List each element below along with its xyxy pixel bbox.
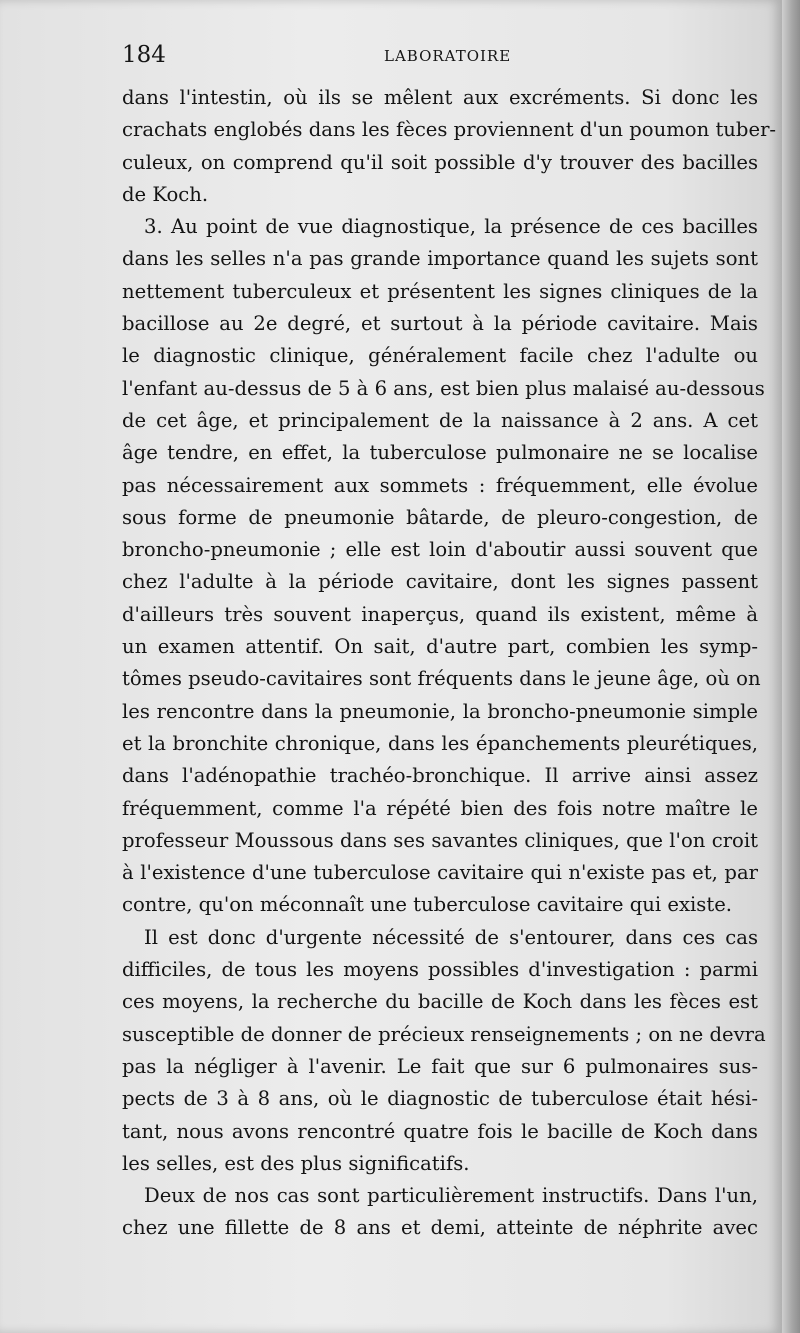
running-title: LABORATOIRE — [384, 47, 512, 65]
text-line: les rencontre dans la pneumonie, la broncho-pneumonie simple — [122, 699, 758, 723]
text-line: chez une fillette de 8 ans et demi, atteinte de néphrite avec — [122, 1216, 758, 1240]
text-line: Il est donc d'urgente nécessité de s'entourer, dans ces cas — [144, 925, 758, 949]
text-line: sous forme de pneumonie bâtarde, de pleuro-congestion, de — [122, 505, 758, 529]
text-line: culeux, on comprend qu'il soit possible d'y trouver des bacilles — [122, 150, 758, 174]
paragraph-3 — [122, 922, 766, 1180]
text-line: contre, qu'on méconnaît une tuberculose cavitaire qui existe. — [122, 893, 733, 917]
text-line: tant, nous avons rencontré quatre fois le bacille de Koch dans — [122, 1119, 758, 1143]
text-line: nettement tuberculeux et présentent les signes cliniques de la — [122, 279, 758, 303]
text-line: difficiles, de tous les moyens possibles d'investigation : parmi — [122, 958, 758, 982]
paragraph-1 — [122, 82, 777, 211]
text-line: pas nécessairement aux sommets : fréquemment, elle évolue — [122, 473, 758, 497]
text-line: le diagnostic clinique, généralement facile chez l'adulte ou — [122, 344, 758, 368]
text-line: l'enfant au-dessus de 5 à 6 ans, est bien plus malaisé au-dessous — [122, 376, 765, 400]
text-line: dans l'adénopathie trachéo-bronchique. Il arrive ainsi assez — [122, 764, 758, 788]
text-line: dans les selles n'a pas grande importance quand les sujets sont — [122, 247, 758, 271]
text-line: à l'existence d'une tuberculose cavitaire qui n'existe pas et, par — [122, 861, 758, 885]
text-line: pects de 3 à 8 ans, où le diagnostic de tuberculose était hési- — [122, 1087, 758, 1111]
text-line: 3. Au point de vue diagnostique, la présence de ces bacilles — [144, 215, 758, 239]
text-line: crachats englobés dans les fèces proviennent d'un poumon tuber- — [122, 118, 777, 142]
body-text — [122, 82, 777, 1245]
text-line: ces moyens, la recherche du bacille de Koch dans les fèces est — [122, 990, 758, 1014]
page-header — [122, 40, 742, 74]
text-line: tômes pseudo-cavitaires sont fréquents dans le jeune âge, où on — [122, 667, 761, 691]
text-line: de cet âge, et principalement de la naissance à 2 ans. A cet — [122, 408, 758, 432]
text-line: fréquemment, comme l'a répété bien des fois notre maître le — [122, 796, 758, 820]
text-line: susceptible de donner de précieux renseignements ; on ne devra — [122, 1022, 766, 1046]
page-edge-shadow — [782, 0, 800, 1333]
text-line: pas la négliger à l'avenir. Le fait que sur 6 pulmonaires sus- — [122, 1054, 758, 1078]
text-line: chez l'adulte à la période cavitaire, dont les signes passent — [122, 570, 758, 594]
text-line: un examen attentif. On sait, d'autre part, combien les symp- — [122, 635, 758, 659]
text-line: âge tendre, en effet, la tuberculose pulmonaire ne se localise — [122, 441, 758, 465]
text-line: de Koch. — [122, 182, 209, 206]
text-line: d'ailleurs très souvent inaperçus, quand ils existent, même à — [122, 602, 758, 626]
paragraph-4 — [122, 1180, 758, 1245]
text-line: broncho-pneumonie ; elle est loin d'aboutir aussi souvent que — [122, 538, 758, 562]
text-line: professeur Moussous dans ses savantes cliniques, que l'on croit — [122, 828, 758, 852]
text-line: et la bronchite chronique, dans les épanchements pleurétiques, — [122, 731, 758, 755]
text-line: dans l'intestin, où ils se mêlent aux excréments. Si donc les — [122, 86, 758, 109]
text-line: bacillose au 2e degré, et surtout à la période cavitaire. Mais — [122, 312, 758, 336]
text-line: Deux de nos cas sont particulièrement instructifs. Dans l'un, — [144, 1184, 758, 1208]
text-line: les selles, est des plus significatifs. — [122, 1151, 470, 1175]
page-number: 184 — [122, 42, 166, 68]
paragraph-2 — [122, 211, 765, 922]
